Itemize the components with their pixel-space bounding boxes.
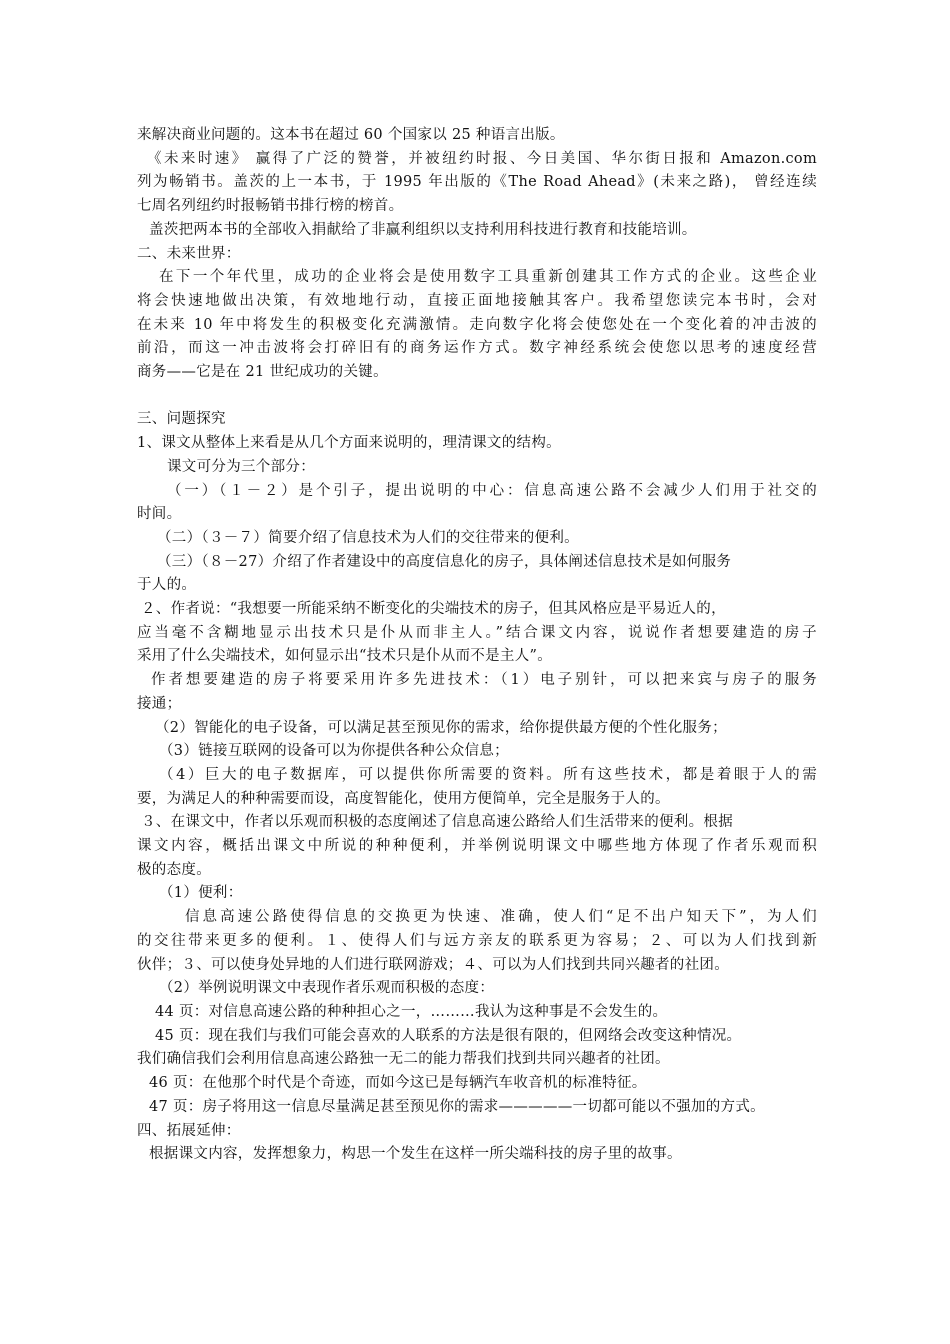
text-line: 47 页：房子将用这一信息尽量满足甚至预见你的需求—————一切都可能以不强加的方式。 [149, 1098, 765, 1115]
text-line: 伙伴；３、可以使身处异地的人们进行联网游戏；４、可以为人们找到共同兴趣者的社团。 [137, 956, 729, 973]
text-line: 盖茨把两本书的全部收入捐献给了非赢利组织以支持利用科技进行教育和技能培训。 [149, 221, 697, 238]
text-line: 三、问题探究 [137, 411, 226, 428]
text-line: 信息高速公路使得信息的交换更为快速、准确，使人们“足不出户知天下”，为人们 [185, 909, 817, 926]
text-line: （三）（８－27）介绍了作者建设中的高度信息化的房子，具体阐述信息技术是如何服务 [157, 553, 732, 570]
text-line: 要，为满足人的种种需要而设，高度智能化，使用方便简单，完全是服务于人的。 [137, 790, 670, 807]
text-line: 七周名列纽约时报畅销书排行榜的榜首。 [137, 198, 404, 215]
text-line: （二）（３－７）简要介绍了信息技术为人们的交往带来的便利。 [157, 529, 579, 546]
text-line: 的交往带来更多的便利。１、使得人们与远方亲友的联系更为容易；２、可以为人们找到新 [137, 932, 817, 949]
text-line: 作者想要建造的房子将要采用许多先进技术：（1）电子别针，可以把来宾与房子的服务 [151, 672, 817, 689]
text-line: ３、在课文中，作者以乐观而积极的态度阐述了信息高速公路给人们生活带来的便利。根据 [141, 814, 733, 831]
text-line: 将会快速地做出决策，有效地地行动，直接正面地接触其客户。我希望您读完本书时，会对 [137, 292, 817, 309]
text-line: 列为畅销书。盖茨的上一本书，于 1995 年出版的《The Road Ahead》(未来之路)， 曾经连续 [137, 174, 817, 191]
text-line: 接通； [137, 695, 182, 712]
text-line: 来解决商业问题的。这本书在超过 60 个国家以 25 种语言出版。 [137, 127, 565, 143]
text-line: 采用了什么尖端技术，如何显示出“技术只是仆从而不是主人”。 [137, 648, 553, 665]
text-line: 在下一个年代里，成功的企业将会是使用数字工具重新创建其工作方式的企业。这些企业 [159, 269, 817, 286]
text-line: 44 页：对信息高速公路的种种担心之一，………我认为这种事是不会发生的。 [155, 1004, 668, 1020]
text-line: 极的态度。 [137, 861, 211, 878]
text-line: 前沿，而这一冲击波将会打碎旧有的商务运作方式。数字神经系统会使您以思考的速度经营 [137, 340, 817, 357]
text-line: （3）链接互联网的设备可以为你提供各种公众信息； [159, 743, 509, 760]
document-page [137, 124, 817, 1167]
text-line: 课文内容，概括出课文中所说的种种便利，并举例说明课文中哪些地方体现了作者乐观而积 [137, 838, 817, 855]
text-line: ２、作者说：“我想要一所能采纳不断变化的尖端技术的房子，但其风格应是平易近人的， [141, 601, 726, 618]
text-line: 四、拓展延伸： [137, 1122, 241, 1139]
text-line: （2）智能化的电子设备，可以满足甚至预见你的需求，给你提供最方便的个性化服务； [155, 719, 727, 736]
text-line: 45 页：现在我们与我们可能会喜欢的人联系的方法是很有限的，但网络会改变这种情况。 [155, 1027, 742, 1044]
text-line: 时间。 [137, 506, 182, 523]
text-line: （2）举例说明课文中表现作者乐观而积极的态度： [159, 980, 495, 997]
text-line: （1）便利： [159, 885, 243, 902]
text-line: 1、课文从整体上来看是从几个方面来说明的，理清课文的结构。 [137, 435, 561, 452]
text-line: 于人的。 [137, 577, 197, 594]
text-line: 《未来时速》 赢得了广泛的赞誉，并被纽约时报、今日美国、华尔街日报和 Amazon.com [147, 150, 817, 167]
text-line: （4）巨大的电子数据库，可以提供你所需要的资料。所有这些技术，都是着眼于人的需 [159, 766, 817, 783]
blank-line [137, 385, 817, 409]
text-line: 商务——它是在 21 世纪成功的关键。 [137, 364, 388, 381]
text-line: 二、未来世界： [137, 245, 241, 262]
text-line: （一）（１－２）是个引子，提出说明的中心：信息高速公路不会减少人们用于社交的 [167, 482, 817, 499]
text-line: 46 页：在他那个时代是个奇迹，而如今这已是每辆汽车收音机的标准特征。 [149, 1075, 647, 1092]
text-line: 应当毫不含糊地显示出技术只是仆从而非主人。”结合课文内容，说说作者想要建造的房子 [137, 624, 817, 641]
text-line: 课文可分为三个部分： [167, 458, 315, 475]
text-line: 我们确信我们会利用信息高速公路独一无二的能力帮我们找到共同兴趣者的社团。 [137, 1051, 670, 1068]
text-line: 在未来 10 年中将发生的积极变化充满激情。走向数字化将会使您处在一个变化着的冲击波的 [137, 316, 817, 333]
text-line: 根据课文内容，发挥想象力，构思一个发生在这样一所尖端科技的房子里的故事。 [149, 1146, 682, 1163]
